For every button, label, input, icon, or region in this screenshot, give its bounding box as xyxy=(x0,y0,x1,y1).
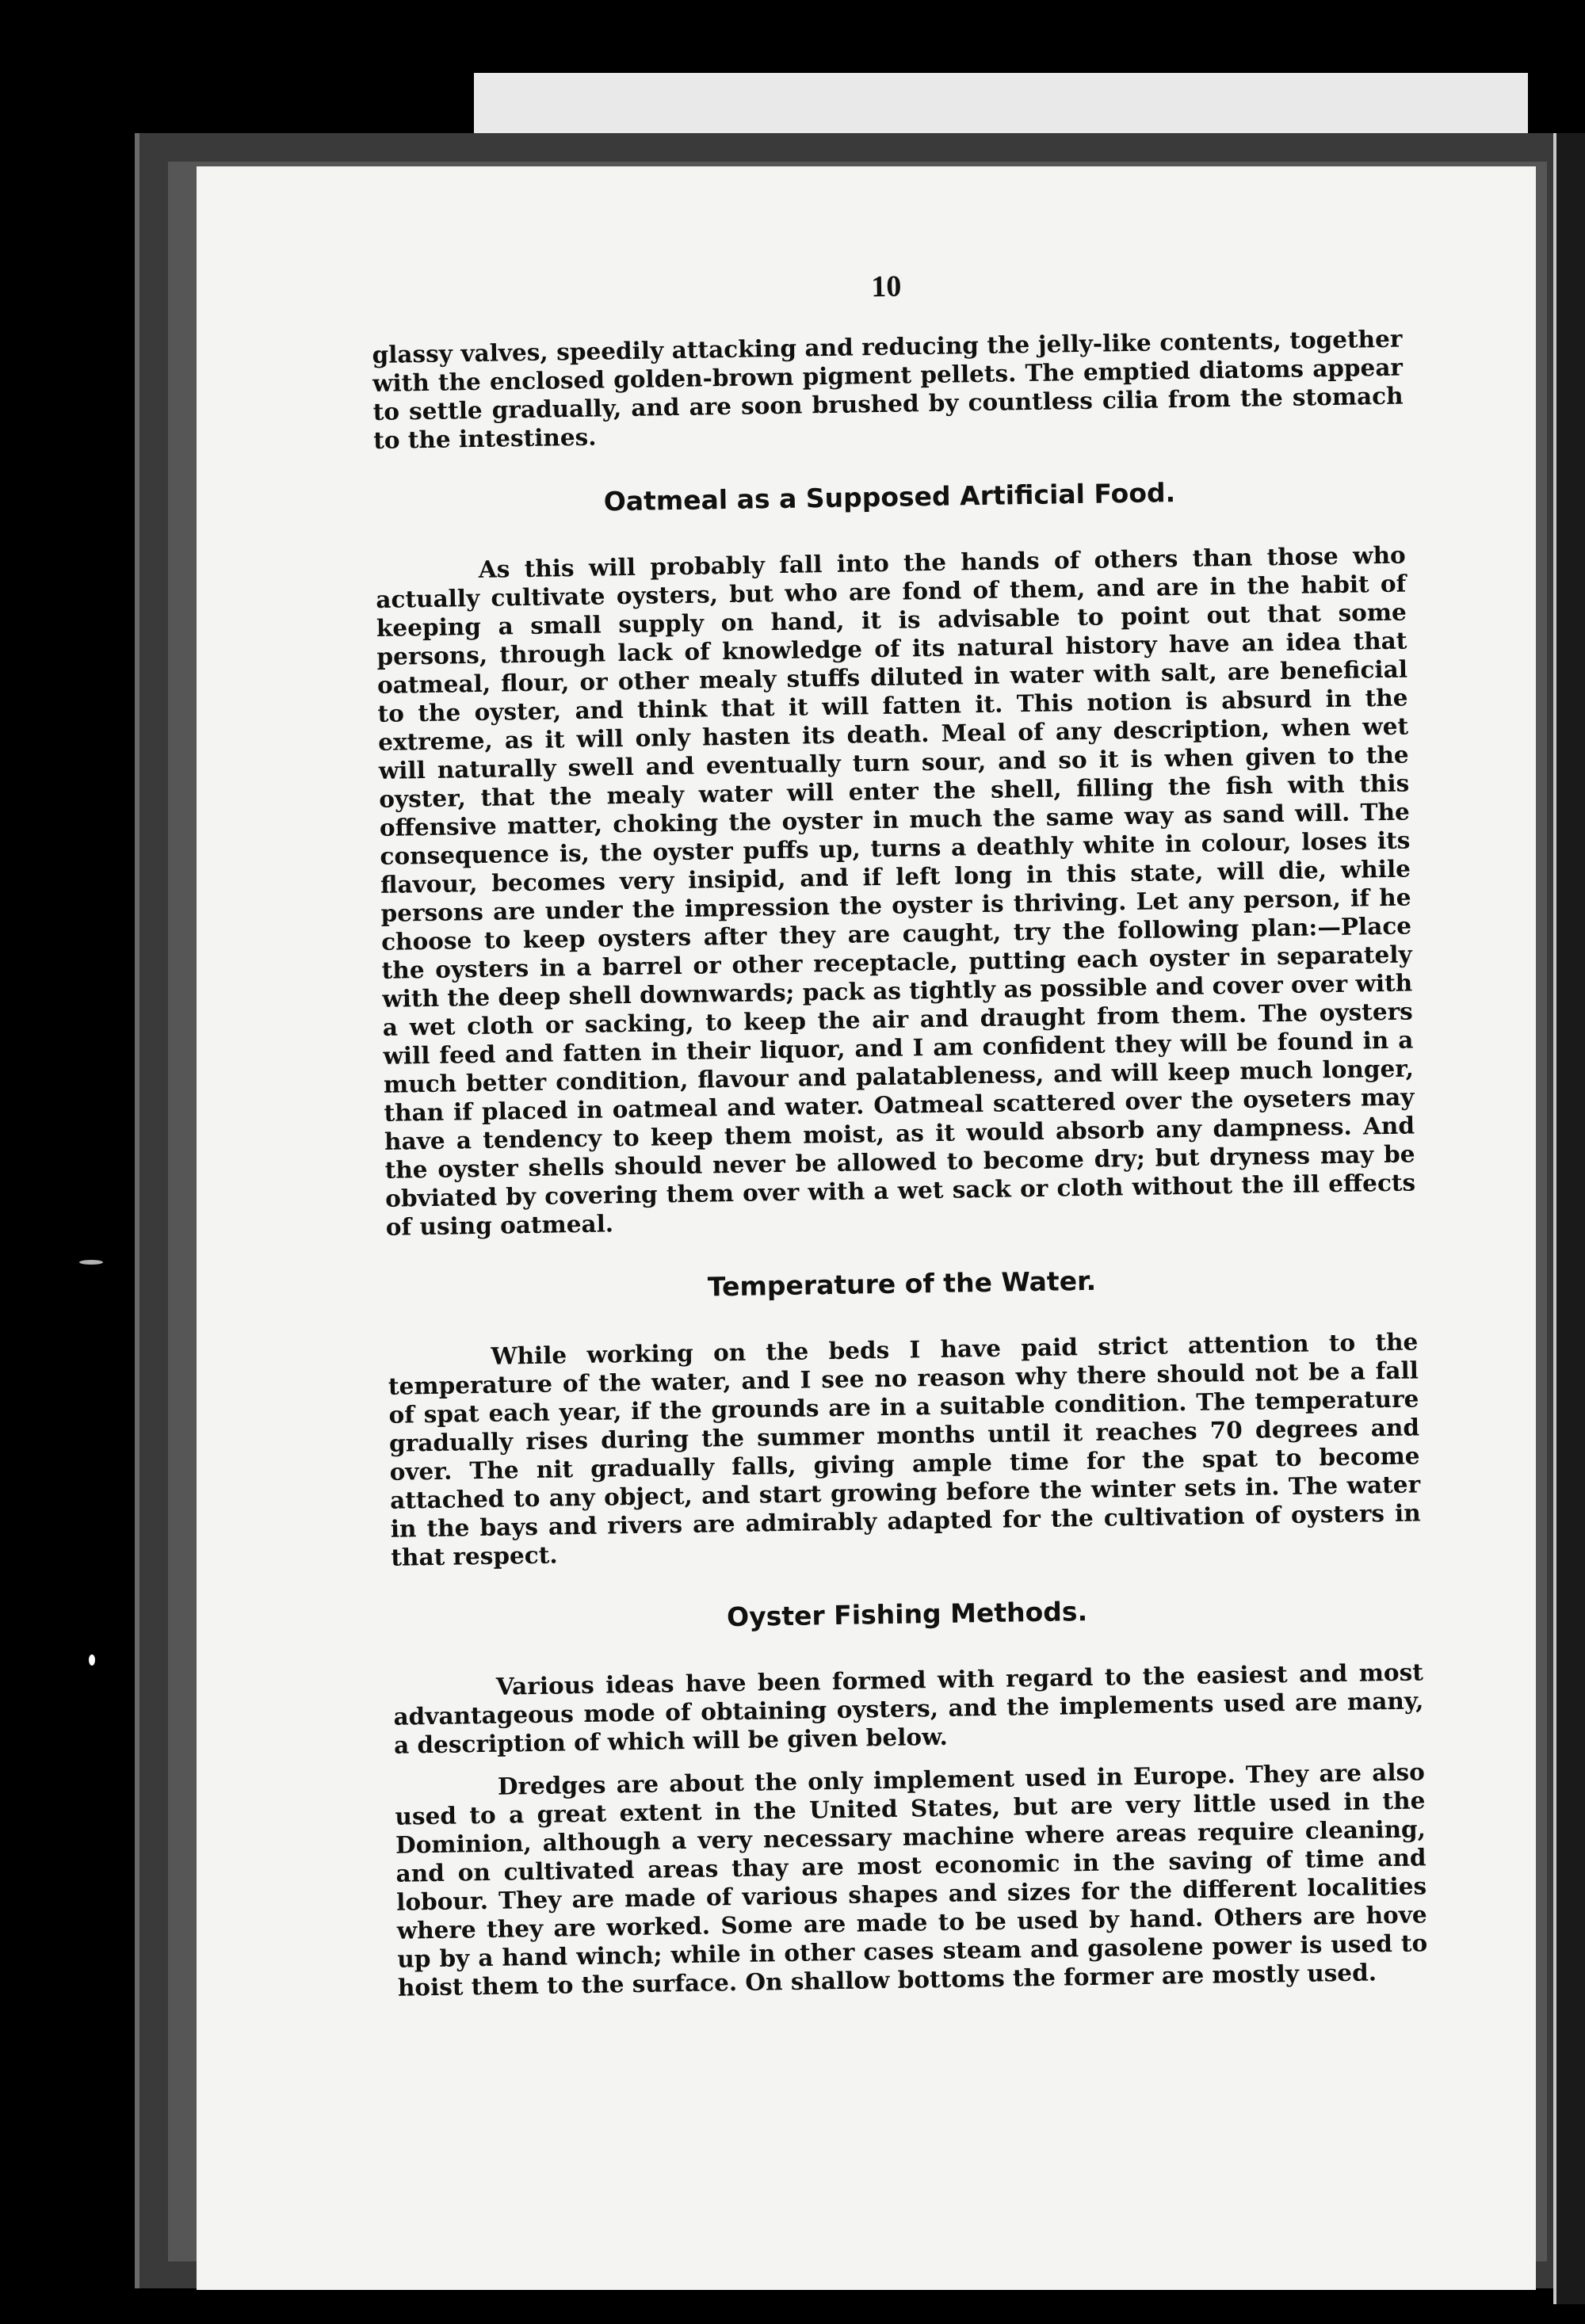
temperature-paragraph: While working on the beds I have paid strict attention to the temperature of the water, and I see no reason why there should not be a fall of spat each year, if the grounds are in a suitable condition. The temperature gradually rises during the summer months until it reaches 70 degrees and over. The nit gradually falls, giving ample time for the spat to become attached to any object, and start growing before the winter sets in. The water in the bays and rivers are admirably adapted for the cultivation of oysters in that respect. xyxy=(388,1327,1421,1571)
book-page xyxy=(197,166,1536,2290)
section-heading-temperature: Temperature of the Water. xyxy=(707,1265,1097,1303)
fishing-methods-paragraph-1: Various ideas have been formed with regard to the easiest and most advantageous mode of obtaining oysters, and the implements used are many, a description of which will be given below. xyxy=(393,1658,1424,1759)
section-heading-fishing-methods: Oyster Fishing Methods. xyxy=(726,1596,1088,1633)
page-number: 10 xyxy=(870,269,902,304)
scan-speck xyxy=(79,1260,103,1265)
page-content xyxy=(371,261,1428,2002)
fishing-methods-paragraph-2: Dredges are about the only implement used in Europe. They are also used to a great extent in the United States, but are very little used in the Dominion, although a very necessary machine where areas require cleaning, and on cultivated areas thay are most economic in the saving of time and lobour. They are made of various shapes and sizes for the different localities where they are worked. Some are made to be used by hand. Others are hove up by a hand winch; while in other cases steam and gasolene power is used to hoist them to the surface. On shallow bottoms the former are mostly used. xyxy=(395,1757,1428,2002)
continued-paragraph: glassy valves, speedily attacking and reducing the jelly-like contents, together with the enclosed golden-brown pigment pellets. The emptied diatoms appear to settle gradually, and are soon brushed by countless cilia from the stomach to the intestines. xyxy=(372,324,1404,454)
scan-speck xyxy=(89,1654,95,1666)
next-page-edge xyxy=(1553,133,1585,2304)
oatmeal-paragraph: As this will probably fall into the hands of others than those who actually cultivate oysters, but who are fond of them, and are in the habit of keeping a small supply on hand, it is advisable to point out that some persons, through lack of knowledge of its natural history have an idea that oatmeal, flour, or other mealy stuffs diluted in water with salt, are beneficial to the oyster, and think that it will fatten it. This notion is absurd in the extreme, as it will only hasten its death. Meal of any description, when wet will naturally swell and eventually turn sour, and so it is when given to the oyster, that the mealy water will enter the shell, filling the fish with this offensive matter, choking the oyster in much the same way as sand will. The consequence is, the oyster puffs up, turns a deathly white in colour, loses its flavour, becomes very insipid, and if left long in this state, will die, while persons are under the impression the oyster is thriving. Let any person, if he choose to keep oysters after they are caught, try the following plan:—Place the oysters in a barrel or other receptacle, putting each oyster in separately with the deep shell downwards; pack as tightly as possible and cover over with a wet cloth or sacking, to keep the air and draught from them. The oysters will feed and fatten in their liquor, and I am confident they will be found in a much better condition, flavour and palatableness, and will keep much longer, than if placed in oatmeal and water. Oatmeal scattered over the oyseters may have a tendency to keep them moist, as it would absorb any dampness. And the oyster shells should never be allowed to become dry; but dryness may be obviated by covering them over with a wet sack or cloth without the ill effects of using oatmeal. xyxy=(376,540,1416,1241)
section-heading-oatmeal: Oatmeal as a Supposed Artificial Food. xyxy=(603,477,1176,517)
